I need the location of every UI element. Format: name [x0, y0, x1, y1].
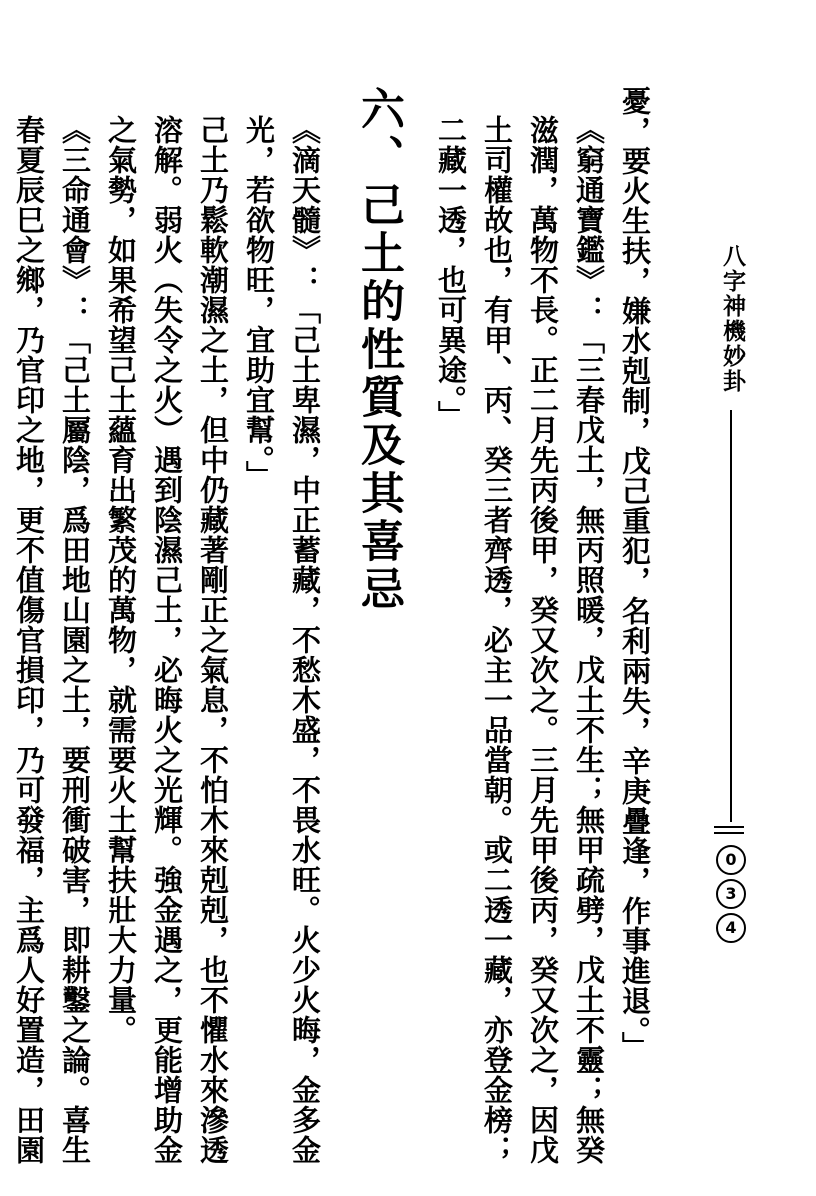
section-heading: 六、己土的性質及其喜忌: [353, 86, 404, 614]
paragraph-ditian-sui: 《滴天髓》：「己土卑濕，中正蓄藏，不愁木盛，不畏水旺。火少火晦，金多金光，若欲物旺，宜助宜幫。」: [242, 115, 322, 1165]
paragraph-explanation: 己土乃鬆軟潮濕之土，但中仍藏著剛正之氣息，不怕木來剋剋，也不懼水來滲透溶解。弱火（失令之火）遇到陰濕己土，必晦火之光輝。強金遇之，更能增助金之氣勢，如果希望己土蘊育出繁茂的萬物，就需要火土幫扶壯大力量。: [104, 115, 230, 1165]
paragraph-qiongtong-baojian: 《窮通寶鑑》：「三春戊土，無丙照暖，戊土不生；無甲疏劈，戊土不靈；無癸滋潤，萬物不長。正二月先丙後甲，癸又次之。三月先甲後丙，癸又次之，因戊土司權故也，有甲、丙、癸三者齊透，必主一品當朝。或二透一藏，亦登金榜；二藏一透，也可異途。」: [434, 115, 606, 1165]
paragraph-sanming-tonghui: 《三命通會》：「己土屬陰，爲田地山園之土，要刑衝破害，即耕鑿之論。喜生春夏辰巳之鄉，乃官印之地，更不值傷官損印，乃可發福，主爲人好置造，田園: [12, 115, 92, 1165]
page-number: [716, 845, 746, 943]
paragraph-continuation: 憂，要火生扶，嫌水剋制，戊己重犯，名利兩失，辛庚疊逢，作事進退。」: [618, 86, 652, 1062]
main-text-block: [12, 86, 658, 1166]
header-rule-cap-bottom: [714, 832, 744, 834]
header-vertical-rule: [730, 410, 732, 822]
running-header-title: 八字神機妙卦: [719, 244, 746, 394]
page-number-digit-1: 0: [716, 845, 746, 875]
page-number-digit-2: 3: [716, 879, 746, 909]
page-number-digit-3: 4: [716, 913, 746, 943]
header-rule-cap-top: [714, 826, 744, 828]
